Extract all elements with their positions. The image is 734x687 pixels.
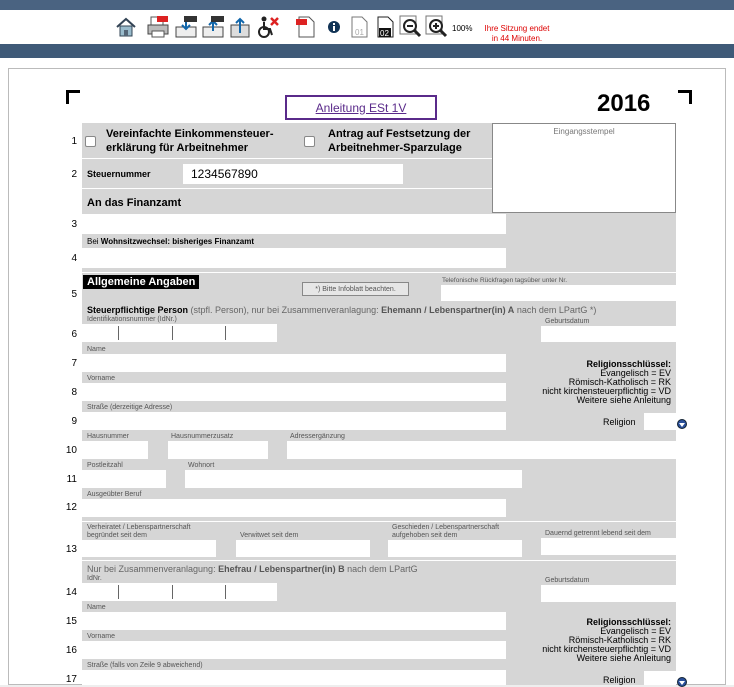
allgemeine-angaben-heading: Allgemeine Angaben xyxy=(83,275,199,289)
option2-line2: Arbeitnehmer-Sparzulage xyxy=(328,142,462,154)
religion-title: Religionsschlüssel: xyxy=(586,359,671,369)
row-number: 2 xyxy=(71,169,77,180)
steuernummer-input[interactable]: 1234567890 xyxy=(183,164,403,184)
strasse-b-label: Straße (falls von Zeile 9 abweichend) xyxy=(87,662,203,669)
wohnsitz-text: Wohnsitzwechsel: bisheriges Finanzamt xyxy=(100,237,255,246)
pdf-print-icon[interactable] xyxy=(146,14,170,40)
hausnummer-input[interactable] xyxy=(82,441,148,459)
verheiratet-line1: Verheiratet / Lebenspartnerschaft xyxy=(87,524,191,531)
idnr-divider xyxy=(118,585,119,599)
info-icon[interactable] xyxy=(322,14,346,40)
wohnort-label: Wohnort xyxy=(188,462,215,469)
pdf-icon[interactable] xyxy=(294,14,318,40)
row-number: 8 xyxy=(71,387,77,398)
idnr-divider xyxy=(225,326,226,340)
zoom-level: 100% xyxy=(452,24,473,33)
religion-b-label: Religion xyxy=(603,675,636,685)
separator xyxy=(82,521,676,522)
geschieden-line1: Geschieden / Lebenspartnerschaft xyxy=(392,524,500,531)
stamp-label: Eingangsstempel xyxy=(553,127,615,136)
svg-text:02: 02 xyxy=(380,29,389,38)
row-number: 6 xyxy=(71,329,77,340)
verwitwet-label: Verwitwet seit dem xyxy=(240,532,299,539)
divider-bar xyxy=(0,44,734,58)
row-number: 12 xyxy=(65,502,77,513)
idnr-divider xyxy=(172,326,173,340)
session-line-1: Ihre Sitzung endet xyxy=(484,24,550,33)
geburtsdatum-label: Geburtsdatum xyxy=(545,318,590,325)
zoom-out-icon[interactable] xyxy=(399,14,423,40)
wohnsitz-label xyxy=(87,237,254,246)
option-sparzulage xyxy=(328,127,470,155)
idnr-input[interactable] xyxy=(82,324,277,342)
page-01-icon[interactable] xyxy=(347,14,371,40)
telefon-input[interactable] xyxy=(441,285,676,301)
name-b-label: Name xyxy=(87,604,106,611)
separator xyxy=(82,188,492,189)
person-a-heading xyxy=(87,305,596,315)
person-b-heading xyxy=(87,564,418,574)
accessibility-icon[interactable] xyxy=(256,14,280,40)
religion-ev: Evangelisch = EV xyxy=(600,368,671,378)
home-icon[interactable] xyxy=(114,14,138,40)
separator xyxy=(82,272,676,273)
anleitung-link[interactable]: Anleitung ESt 1V xyxy=(285,95,437,120)
name-label: Name xyxy=(87,346,106,353)
religion-b-select[interactable] xyxy=(644,671,676,685)
person-b-bold: Ehefrau / Lebenspartner(in) B xyxy=(218,564,345,574)
vorname-label: Vorname xyxy=(87,375,116,382)
row-number: 17 xyxy=(65,674,77,685)
option-vereinfacht xyxy=(106,127,274,155)
upload-icon[interactable] xyxy=(228,14,252,40)
hausnummer-label: Hausnummer xyxy=(87,433,130,440)
xml-export-icon[interactable] xyxy=(174,14,198,40)
toolbar xyxy=(0,10,734,44)
getrennt-label: Dauernd getrennt lebend seit dem xyxy=(545,530,651,537)
adressergaenzung-input[interactable] xyxy=(287,441,676,459)
person-a-sub: (stpfl. Person), nur bei Zusammenveranlagung: xyxy=(188,305,382,315)
option1-line1: Vereinfachte Einkommensteuer- xyxy=(106,128,274,140)
religion-ev-b: Evangelisch = EV xyxy=(600,626,671,636)
religion-label: Religion xyxy=(603,417,636,427)
row-number: 15 xyxy=(65,616,77,627)
getrennt-input[interactable] xyxy=(541,538,676,555)
verheiratet-input[interactable] xyxy=(82,540,216,557)
xml-import-icon[interactable] xyxy=(201,14,225,40)
name-b-input[interactable] xyxy=(82,612,506,630)
tax-year: 2016 xyxy=(597,90,651,117)
row-number: 16 xyxy=(65,645,77,656)
religion-vd: nicht kirchensteuerpflichtig = VD xyxy=(542,386,671,396)
beruf-input[interactable] xyxy=(82,499,506,517)
corner-mark-left xyxy=(66,90,80,104)
bei-text: Bei xyxy=(87,237,99,246)
row-number: 10 xyxy=(65,445,77,456)
person-b-pre: Nur bei Zusammenveranlagung: xyxy=(87,564,219,574)
separator xyxy=(82,560,676,561)
hausnummerzusatz-label: Hausnummerzusatz xyxy=(171,433,234,440)
religion-key-a xyxy=(520,360,671,405)
svg-text:01: 01 xyxy=(355,28,364,37)
religion-dropdown-icon[interactable] xyxy=(677,419,687,429)
verheiratet-label xyxy=(87,524,191,540)
religion-more-b: Weitere siehe Anleitung xyxy=(576,653,671,663)
session-timer xyxy=(477,24,557,44)
postleitzahl-label: Postleitzahl xyxy=(87,462,123,469)
geburtsdatum-input[interactable] xyxy=(541,326,676,342)
religion-b-dropdown-icon[interactable] xyxy=(677,677,687,687)
beruf-label: Ausgeübter Beruf xyxy=(87,491,142,498)
idnr-label: Identifikationsnummer (IdNr.) xyxy=(87,316,177,323)
vorname-input[interactable] xyxy=(82,383,506,401)
row-number: 13 xyxy=(65,544,77,555)
page-02-icon[interactable] xyxy=(373,14,397,40)
religion-select[interactable] xyxy=(644,413,676,430)
row-number: 1 xyxy=(71,136,77,147)
idnr-b-label: IdNr. xyxy=(87,575,102,582)
strasse-label: Straße (derzeitige Adresse) xyxy=(87,404,173,411)
religion-title-b: Religionsschlüssel: xyxy=(586,617,671,627)
person-a-bold: Ehemann / Lebenspartner(in) A xyxy=(381,305,515,315)
strasse-input[interactable] xyxy=(82,412,506,430)
bisheriges-finanzamt-input[interactable] xyxy=(82,248,506,268)
sparzulage-checkbox[interactable] xyxy=(304,136,315,147)
person-b-tail: nach dem LPartG xyxy=(344,564,418,574)
geburtsdatum-b-label: Geburtsdatum xyxy=(545,577,590,584)
option1-line2: erklärung für Arbeitnehmer xyxy=(106,142,249,154)
idnr-divider xyxy=(225,585,226,599)
telefon-label: Telefonische Rückfragen tagsüber unter Nr. xyxy=(442,277,568,284)
religion-vd-b: nicht kirchensteuerpflichtig = VD xyxy=(542,644,671,654)
row-number: 3 xyxy=(71,219,77,230)
eingangsstempel-box xyxy=(492,123,676,213)
geburtsdatum-b-input[interactable] xyxy=(541,585,676,602)
row-number: 5 xyxy=(71,289,77,300)
religion-more: Weitere siehe Anleitung xyxy=(576,395,671,405)
wohnort-input[interactable] xyxy=(185,470,522,488)
finanzamt-heading: An das Finanzamt xyxy=(87,197,182,209)
vorname-b-input[interactable] xyxy=(82,641,506,659)
religion-key-b xyxy=(520,618,671,663)
geschieden-line2: aufgehoben seit dem xyxy=(392,532,458,539)
verheiratet-line2: begründet seit dem xyxy=(87,532,147,539)
geschieden-input[interactable] xyxy=(388,540,522,557)
corner-mark-right xyxy=(678,90,692,104)
zoom-in-icon[interactable] xyxy=(425,14,449,40)
vorname-b-label: Vorname xyxy=(87,633,116,640)
idnr-divider xyxy=(118,326,119,340)
row-number: 9 xyxy=(71,416,77,427)
religion-rk: Römisch-Katholisch = RK xyxy=(568,377,671,387)
person-a-tail: nach dem LPartG *) xyxy=(514,305,597,315)
session-line-2: in 44 Minuten. xyxy=(491,34,543,43)
religion-rk-b: Römisch-Katholisch = RK xyxy=(568,635,671,645)
separator xyxy=(82,158,492,159)
vereinfachte-checkbox[interactable] xyxy=(85,136,96,147)
idnr-b-input[interactable] xyxy=(82,583,277,601)
postleitzahl-input[interactable] xyxy=(82,470,166,488)
steuernummer-label: Steuernummer xyxy=(87,169,151,179)
row-number: 7 xyxy=(71,358,77,369)
infoblatt-button[interactable]: *) Bitte Infoblatt beachten. xyxy=(302,282,409,296)
hausnummerzusatz-input[interactable] xyxy=(168,441,268,459)
row-number: 4 xyxy=(71,253,77,264)
strasse-b-input[interactable] xyxy=(82,670,506,685)
top-bar xyxy=(0,0,734,10)
person-a-title: Steuerpflichtige Person xyxy=(87,305,189,315)
idnr-divider xyxy=(172,585,173,599)
adressergaenzung-label: Adressergänzung xyxy=(290,433,345,440)
row-number: 14 xyxy=(65,587,77,598)
geschieden-label xyxy=(392,524,499,540)
finanzamt-input[interactable] xyxy=(82,214,506,234)
row-number: 11 xyxy=(66,474,77,485)
option2-line1: Antrag auf Festsetzung der xyxy=(328,128,471,140)
name-input[interactable] xyxy=(82,354,506,372)
verwitwet-input[interactable] xyxy=(236,540,370,557)
